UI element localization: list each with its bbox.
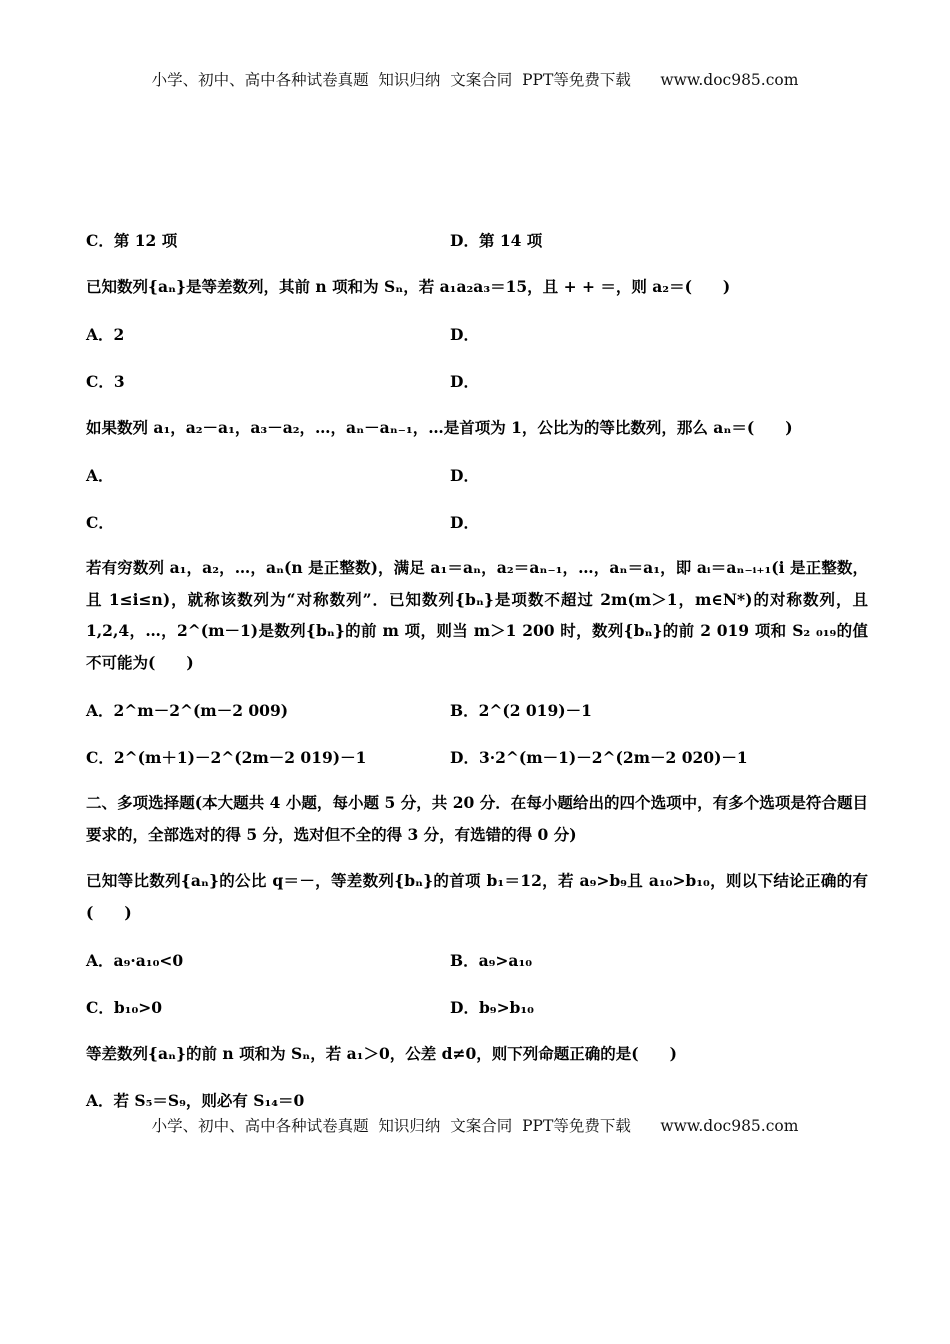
q6-option-d: D．: [450, 324, 479, 344]
page-header: 小学、初中、高中各种试卷真题 知识归纳 文案合同 PPT等免费下载 www.doc985.com: [151, 71, 799, 89]
q9-stem: 已知等比数列{aₙ}的公比 q＝－，等差数列{bₙ}的首项 b₁＝12，若 a₉>b₉且 a₁₀>b₁₀，则以下结论正确的有( ): [86, 871, 868, 922]
q8-options-row-2: [86, 733, 868, 780]
question-content: [86, 216, 868, 1124]
q9-option-d: D．b₉>b₁₀: [450, 997, 534, 1017]
q5-option-d: D．第 14 项: [450, 230, 543, 250]
q7-option-a: A．: [86, 465, 114, 485]
q8-option-a: A．2^m－2^(m－2 009): [86, 700, 289, 720]
q7-option-d2: D．: [450, 512, 479, 532]
q6-option-d2: D．: [450, 371, 479, 391]
q7-option-c: C．: [86, 512, 114, 532]
q8-option-b: B．2^(2 019)－1: [450, 700, 592, 720]
q10-option-a: A．若 S₅＝S₉，则必有 S₁₄＝0: [86, 1091, 305, 1110]
q8-options-row-1: [86, 686, 868, 733]
q9-options-row-2: [86, 983, 868, 1030]
q9-option-a: A．a₉·a₁₀<0: [86, 950, 184, 970]
q6-options-row-2: [86, 357, 868, 404]
q7-options-row-2: [86, 498, 868, 545]
q5-options-row: [86, 216, 868, 263]
q7-stem: 如果数列 a₁，a₂－a₁，a₃－a₂，…，aₙ－aₙ₋₁，…是首项为 1，公比为的等比数列，那么 aₙ＝( ): [86, 418, 793, 437]
q6-stem: 已知数列{aₙ}是等差数列，其前 n 项和为 Sₙ，若 a₁a₂a₃＝15，且 + + ＝，则 a₂＝( ): [86, 277, 731, 296]
page-footer: 小学、初中、高中各种试卷真题 知识归纳 文案合同 PPT等免费下载 www.doc985.com: [151, 1117, 799, 1135]
q10-stem: 等差数列{aₙ}的前 n 项和为 Sₙ，若 a₁＞0，公差 d≠0，则下列命题正确的是( ): [86, 1044, 677, 1063]
q9-options-row-1: [86, 936, 868, 983]
q8-stem: 若有穷数列 a₁，a₂，…，aₙ(n 是正整数)，满足 a₁＝aₙ，a₂＝aₙ₋₁，…，aₙ＝a₁，即 aᵢ＝aₙ₋ᵢ₊₁(i 是正整数，且 1≤i≤n)，就称该数列为“对称数列”．已知数列{bₙ}是项数不超过 2m(m＞1，m∈N*)的对称数列，且 1,2,4，…，2^(m－1)是数列{bₙ}的前 m 项，则当 m＞1 200 时，数列{bₙ}的前 2 019 项和 S₂ ₀₁₉的值不可能为( ): [86, 558, 868, 672]
q8-option-c: C．2^(m＋1)－2^(2m－2 019)－1: [86, 747, 367, 767]
section-2-heading: 二、多项选择题(本大题共 4 小题，每小题 5 分，共 20 分．在每小题给出的四个选项中，有多个选项是符合题目要求的，全部选对的得 5 分，选对但不全的得 3 分，有选错的得 0 分): [86, 793, 868, 844]
q6-options-row-1: [86, 310, 868, 357]
q7-option-d: D．: [450, 465, 479, 485]
q8-option-d: D．3·2^(m－1)－2^(2m－2 020)－1: [450, 747, 748, 767]
q9-option-b: B．a₉>a₁₀: [450, 950, 533, 970]
q9-option-c: C．b₁₀>0: [86, 997, 163, 1017]
q5-option-c: C．第 12 项: [86, 230, 178, 250]
q7-options-row-1: [86, 451, 868, 498]
q6-option-a: A．2: [86, 324, 125, 344]
q6-option-c: C．3: [86, 371, 125, 391]
